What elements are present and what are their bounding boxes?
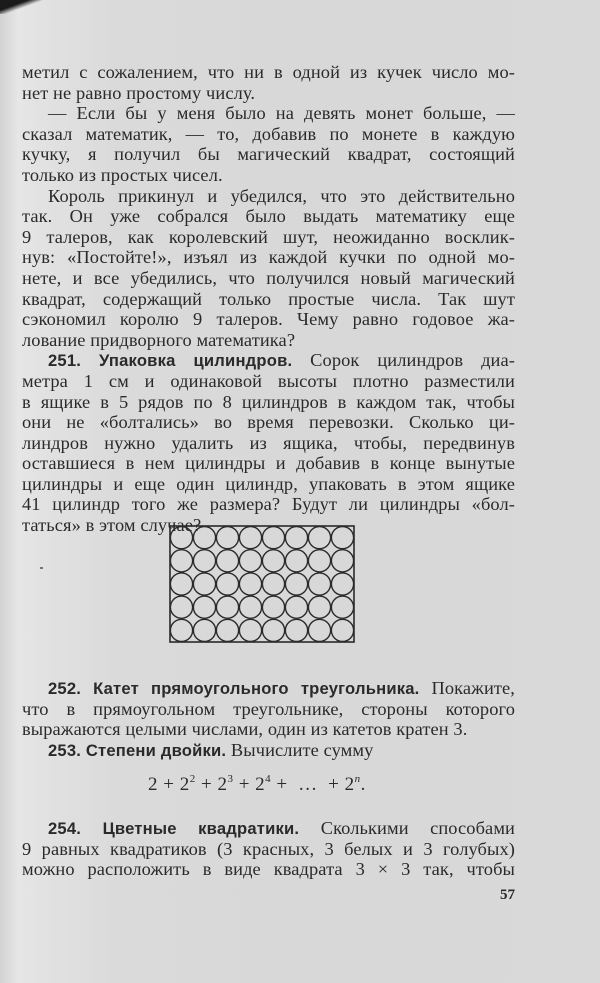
text-line: метра 1 см и одинаковой высоты плотно разместили: [22, 370, 515, 391]
cylinder-circle: [331, 527, 353, 549]
formula-exponent: 4: [265, 773, 272, 785]
problem-text: Покажите,: [431, 678, 516, 698]
formula-term: 2: [255, 774, 266, 795]
cylinder-circle: [285, 619, 307, 641]
text-line: линдров нужно удалить из ящика, чтобы, передвинув: [22, 432, 515, 453]
text-line: лование придворного математика?: [22, 329, 296, 350]
problem-title: Катет прямоугольного треугольника.: [93, 679, 420, 698]
continuation-text: [22, 62, 515, 536]
cylinder-circle: [193, 573, 215, 595]
formula-plus: +: [238, 774, 250, 795]
text-line: таться» в этом случае?: [22, 515, 202, 536]
cylinder-circle: [331, 550, 353, 572]
cylinder-circle: [285, 573, 307, 595]
text-line: Король прикинул и убедился, что это действительно: [48, 185, 515, 206]
text-line: квадрат, содержащий только простые числа. Так шут: [22, 288, 515, 309]
text-line: 9 талеров, как королевский шут, неожиданно восклик-: [22, 226, 515, 247]
circles-grid-diagram: [169, 525, 355, 643]
problem-number: 254.: [48, 819, 82, 838]
cylinder-circle: [239, 550, 261, 572]
formula-plus: +: [328, 774, 340, 795]
cylinder-circle: [262, 550, 284, 572]
problem-text: Вычислите сумму: [230, 739, 374, 760]
cylinder-circle: [170, 527, 192, 549]
problem-title: Упаковка цилиндров.: [99, 351, 293, 371]
problem-number: 251.: [48, 351, 82, 371]
cylinder-circle: [285, 596, 307, 618]
problem-252-heading: [22, 678, 515, 699]
formula-term: 2: [148, 774, 158, 795]
text-line: выражаются целыми числами, один из катетов кратен 3.: [22, 719, 468, 740]
cylinder-circle: [262, 573, 284, 595]
formula-term: 2: [217, 774, 228, 795]
cylinder-circle: [170, 596, 192, 618]
problem-251-heading: [22, 350, 515, 371]
cylinder-circle: [285, 550, 307, 572]
text-line: так. Он уже собрался было выдать математику еще: [22, 206, 515, 227]
cylinder-circle: [170, 550, 192, 572]
cylinder-circle: [239, 573, 261, 595]
text-line: — Если бы у меня было на девять монет больше, —: [48, 103, 515, 124]
text-line: 41 цилиндр того же размера? Будут ли цилиндры «бол-: [22, 494, 515, 515]
cylinder-circle: [308, 573, 330, 595]
text-line: нув: «Постойте!», изъял из каждой кучки по одной мо-: [22, 247, 515, 268]
problem-254: [22, 818, 515, 880]
cylinder-circle: [216, 573, 238, 595]
formula-term: 2: [344, 774, 355, 795]
cylinder-circle: [216, 527, 238, 549]
cylinder-circle: [193, 550, 215, 572]
cylinder-circle: [308, 550, 330, 572]
cylinder-circle: [331, 573, 353, 595]
formula-exponent: 2: [189, 773, 196, 785]
cylinder-circle: [239, 619, 261, 641]
text-line: кучку, я получил бы магический квадрат, состоящий: [22, 144, 515, 165]
cylinder-circle: [331, 596, 353, 618]
cylinder-circle: [170, 573, 192, 595]
cylinder-circle: [331, 619, 353, 641]
formula-end: .: [360, 774, 366, 795]
text-line: метил с сожалением, что ни в одной из кучек число мо-: [22, 62, 515, 82]
cylinder-circle: [262, 527, 284, 549]
formula-term: 2: [179, 774, 190, 795]
problems-252-253: [22, 678, 515, 760]
powers-of-two-formula: [148, 774, 366, 796]
formula-plus: +: [200, 774, 213, 795]
problem-number: 252.: [48, 679, 82, 698]
problem-title: Цветные квадратики.: [102, 819, 300, 838]
problem-254-heading: [22, 818, 515, 839]
cylinder-circle: [216, 619, 238, 641]
text-line: цилиндры и еще один цилиндр, упаковать в этом ящике: [22, 473, 515, 494]
cylinder-circle: [262, 596, 284, 618]
cylinder-circle: [216, 550, 238, 572]
cylinder-circle: [308, 596, 330, 618]
text-line: сказал математик, — то, добавив по монете в каждую: [22, 123, 515, 144]
text-line: только из простых чисел.: [22, 164, 223, 185]
cylinder-packing-figure: [169, 525, 355, 643]
cylinder-circle: [170, 619, 192, 641]
page-number: 57: [500, 887, 515, 903]
formula-exponent: 3: [227, 773, 234, 785]
formula-exponent: n: [354, 773, 361, 785]
cylinder-circle: [216, 596, 238, 618]
text-line: в ящике в 5 рядов по 8 цилиндров в каждом так, чтобы: [22, 391, 515, 412]
formula-plus: +: [276, 774, 288, 795]
text-line: нет не равно простому числу.: [22, 82, 256, 103]
text-line: что в прямоугольном треугольнике, стороны которого: [22, 698, 515, 719]
text-line: сэкономил королю 9 талеров. Чему равно годовое жа-: [22, 309, 515, 330]
formula-plus: +: [163, 774, 175, 795]
problem-text: Сорок цилиндров диа-: [310, 350, 515, 371]
cylinder-circle: [262, 619, 284, 641]
cylinder-circle: [239, 596, 261, 618]
cylinder-circle: [285, 527, 307, 549]
page-corner-shadow: [0, 0, 42, 14]
cylinder-circle: [308, 527, 330, 549]
text-line: 9 равных квадратиков (3 красных, 3 белых и 3 голубых): [22, 838, 515, 859]
text-line: можно расположить в виде квадрата 3 × 3 так, чтобы: [22, 859, 515, 880]
cylinder-circle: [193, 619, 215, 641]
problem-253-heading: [22, 740, 515, 761]
problem-number: 253.: [48, 740, 82, 760]
problem-title: Степени двойки.: [85, 740, 227, 760]
cylinder-circle: [193, 596, 215, 618]
scan-speck: [40, 567, 43, 569]
text-line: они не «болтались» во время перевозки. Сколько ци-: [22, 412, 515, 433]
text-line: нете, и все убедились, что получился новый магический: [22, 267, 515, 288]
formula-ellipsis: …: [298, 774, 318, 795]
cylinder-circle: [193, 527, 215, 549]
problem-text: Сколькими способами: [320, 818, 516, 838]
cylinder-circle: [308, 619, 330, 641]
text-line: оставшиеся в нем цилиндры и добавив в конце вынутые: [22, 453, 515, 474]
cylinder-circle: [239, 527, 261, 549]
